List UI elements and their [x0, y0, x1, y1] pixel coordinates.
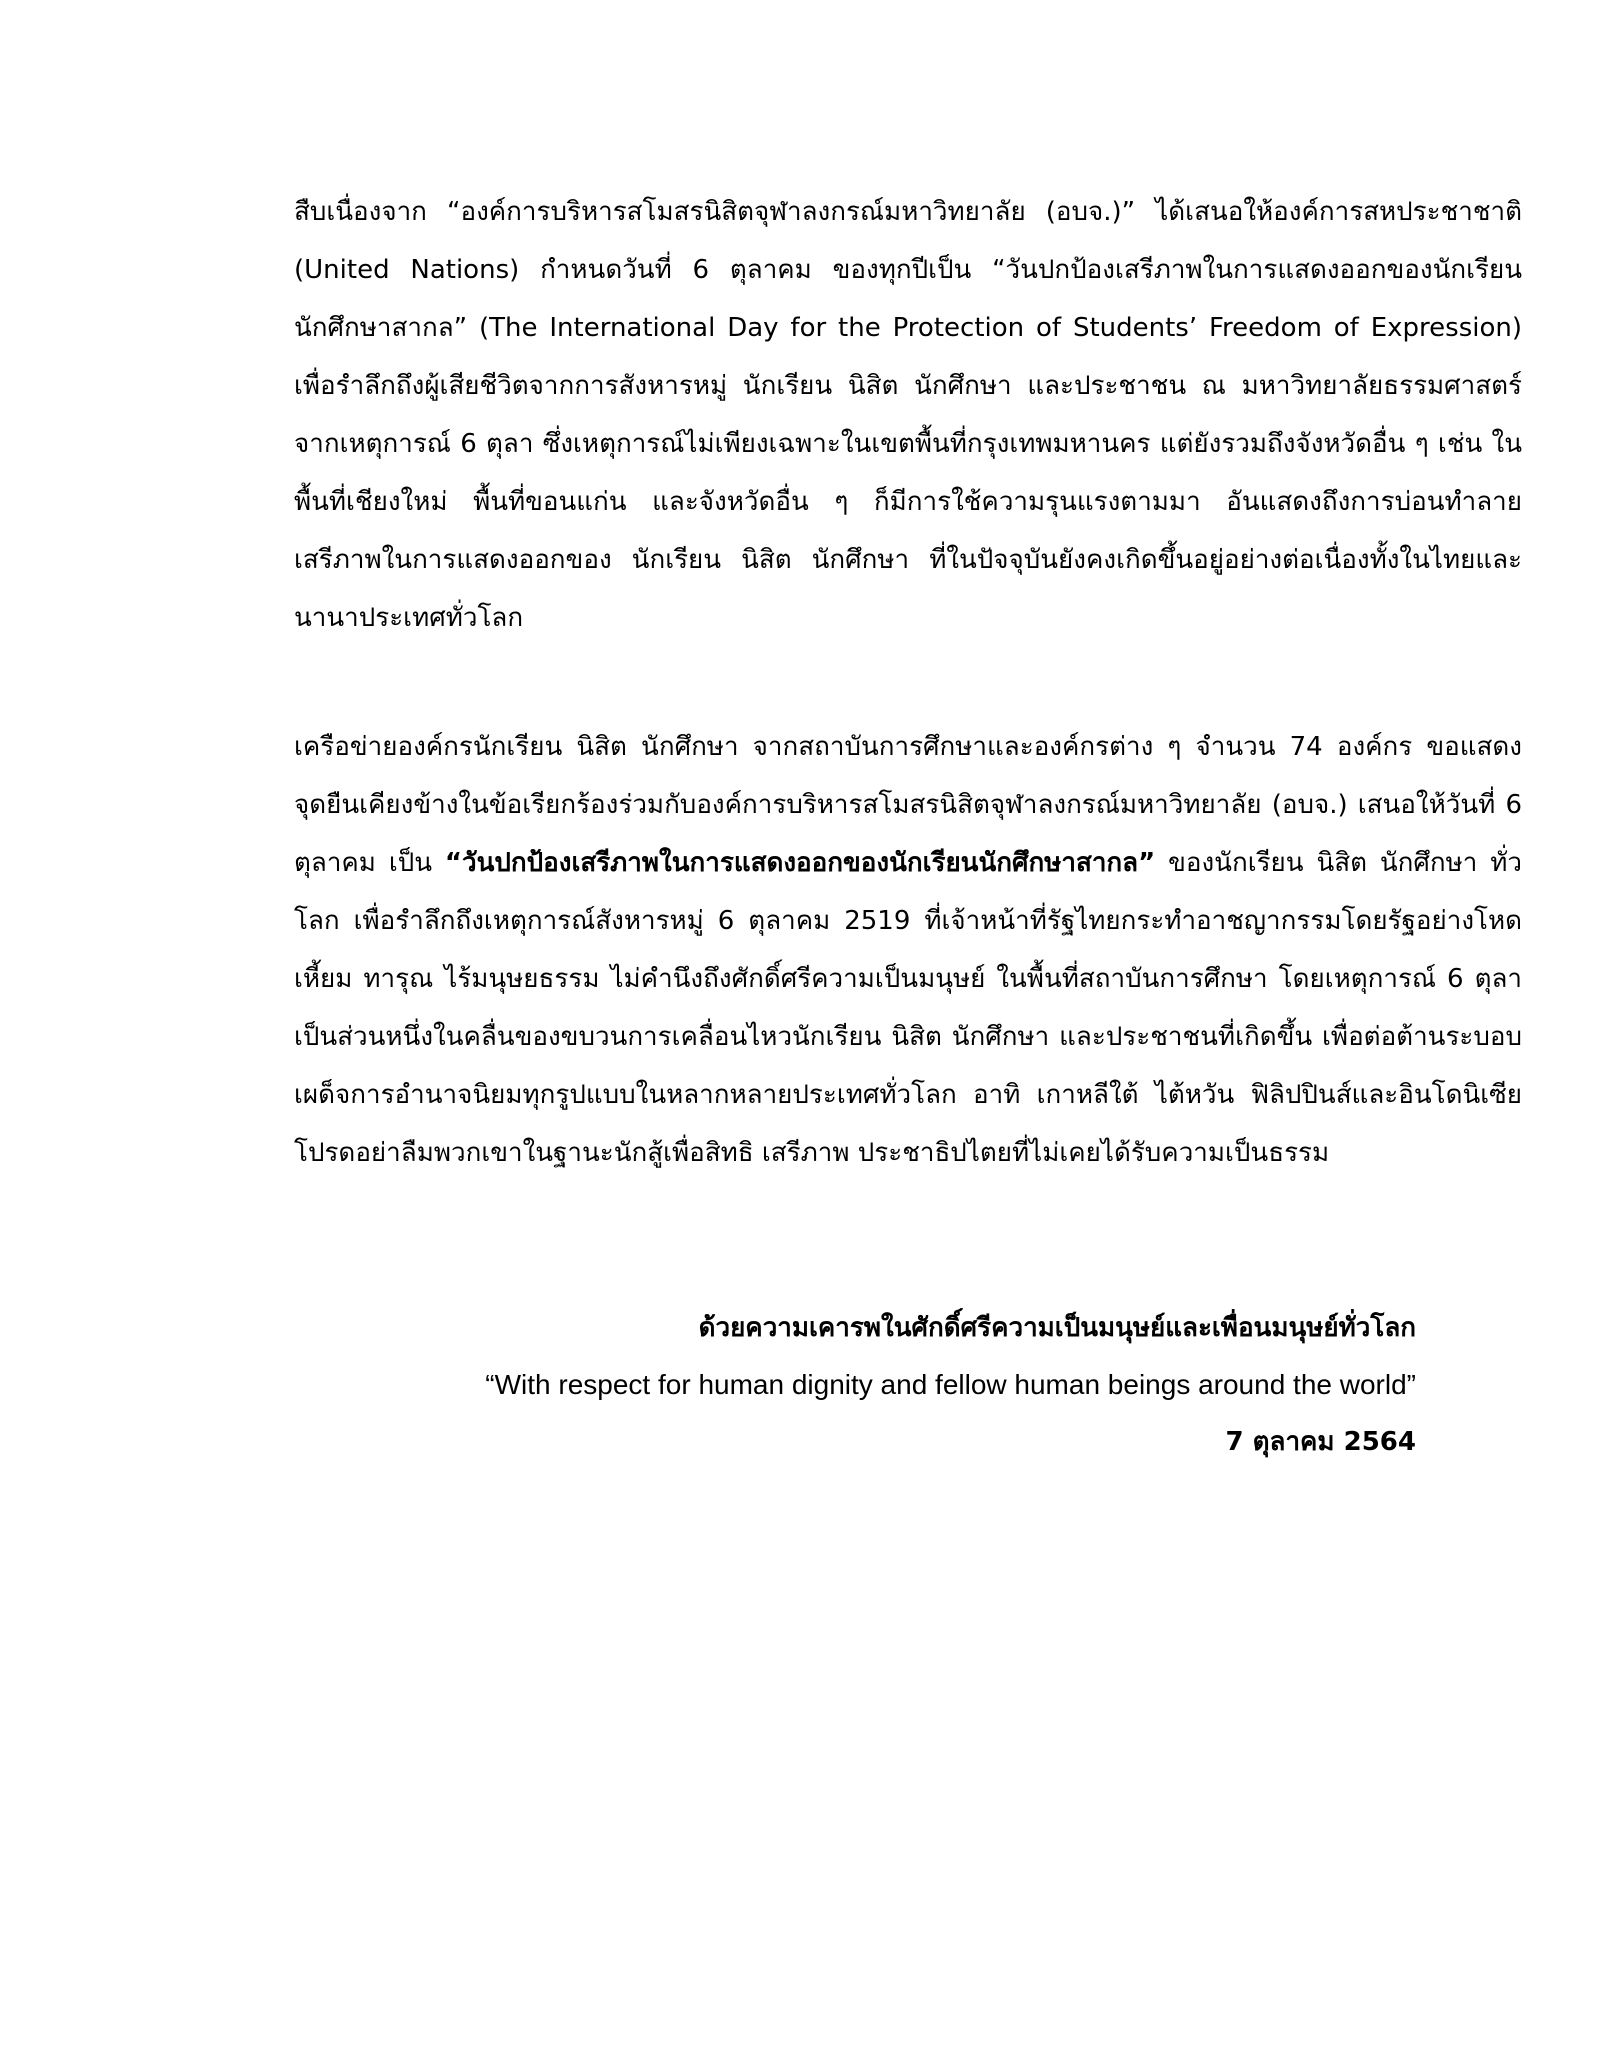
paragraph-network-statement: [188, 718, 1522, 1182]
paragraph-network-text-start: เครือข่ายองค์กรนักเรียน นิสิต นักศึกษา จากสถาบันการศึกษาและองค์กรต่าง ๆ จำนวน 74 องค์กร ขอแสดงจุดยืนเคียงข้างในข้อเรียกร้องร่วมกับองค์การบริหารสโมสรนิสิตจุฬาลงกรณ์มหาวิทยาลัย (อบจ.) เสนอให้วันที่ 6 ตุลาคม เป็น: [294, 732, 1522, 878]
closing-thai: ด้วยความเคารพในศักดิ์ศรีความเป็นมนุษย์และเพื่อนมนุษย์ทั่วโลก: [698, 1313, 1416, 1343]
closing-date: 7 ตุลาคม 2564: [1225, 1427, 1416, 1457]
paragraph-intro: [188, 183, 1522, 647]
paragraph-intro-text: สืบเนื่องจาก “องค์การบริหารสโมสรนิสิตจุฬาลงกรณ์มหาวิทยาลัย (อบจ.)” ได้เสนอให้องค์การสหประชาชาติ (United Nations) กำหนดวันที่ 6 ตุลาคม ของทุกปีเป็น “วันปกป้องเสรีภาพในการแสดงออกของนักเรียนนักศึกษาสากล” (The International Day for the Protection of Students’ Freedom of Expression) เพื่อรำลึกถึงผู้เสียชีวิตจากการสังหารหมู่ นักเรียน นิสิต นักศึกษา และประชาชน ณ มหาวิทยาลัยธรรมศาสตร์ จากเหตุการณ์ 6 ตุลา ซึ่งเหตุการณ์ไม่เพียงเฉพาะในเขตพื้นที่กรุงเทพมหานคร แต่ยังรวมถึงจังหวัดอื่น ๆ เช่น ในพื้นที่เชียงใหม่ พื้นที่ขอนแก่น และจังหวัดอื่น ๆ ก็มีการใช้ความรุนแรงตามมา อันแสดงถึงการบ่อนทำลายเสรีภาพในการแสดงออกของ นักเรียน นิสิต นักศึกษา ที่ในปัจจุบันยังคงเกิดขึ้นอยู่อย่างต่อเนื่องทั้งในไทยและนานาประเทศทั่วโลก: [294, 197, 1522, 633]
paragraph-network-text-end: ของนักเรียน นิสิต นักศึกษา ทั่วโลก เพื่อรำลึกถึงเหตุการณ์สังหารหมู่ 6 ตุลาคม 2519 ที่เจ้าหน้าที่รัฐไทยกระทำอาชญากรรมโดยรัฐอย่างโหดเหี้ยม ทารุณ ไร้มนุษยธรรม ไม่คำนึงถึงศักดิ์ศรีความเป็นมนุษย์ ในพื้นที่สถาบันการศึกษา โดยเหตุการณ์ 6 ตุลา เป็นส่วนหนึ่งในคลื่นของขบวนการเคลื่อนไหวนักเรียน นิสิต นักศึกษา และประชาชนที่เกิดขึ้น เพื่อต่อต้านระบอบเผด็จการอำนาจนิยมทุกรูปแบบในหลากหลายประเทศทั่วโลก อาทิ เกาหลีใต้ ไต้หวัน ฟิลิปปินส์และอินโดนิเซีย โปรดอย่าลืมพวกเขาในฐานะนักสู้เพื่อสิทธิ เสรีภาพ ประชาธิปไตยที่ไม่เคยได้รับความเป็นธรรม: [294, 848, 1523, 1168]
closing-english: “With respect for human dignity and fellow human beings around the world”: [485, 1369, 1416, 1400]
day-name-bold: “วันปกป้องเสรีภาพในการแสดงออกของนักเรียนนักศึกษาสากล”: [444, 848, 1156, 878]
